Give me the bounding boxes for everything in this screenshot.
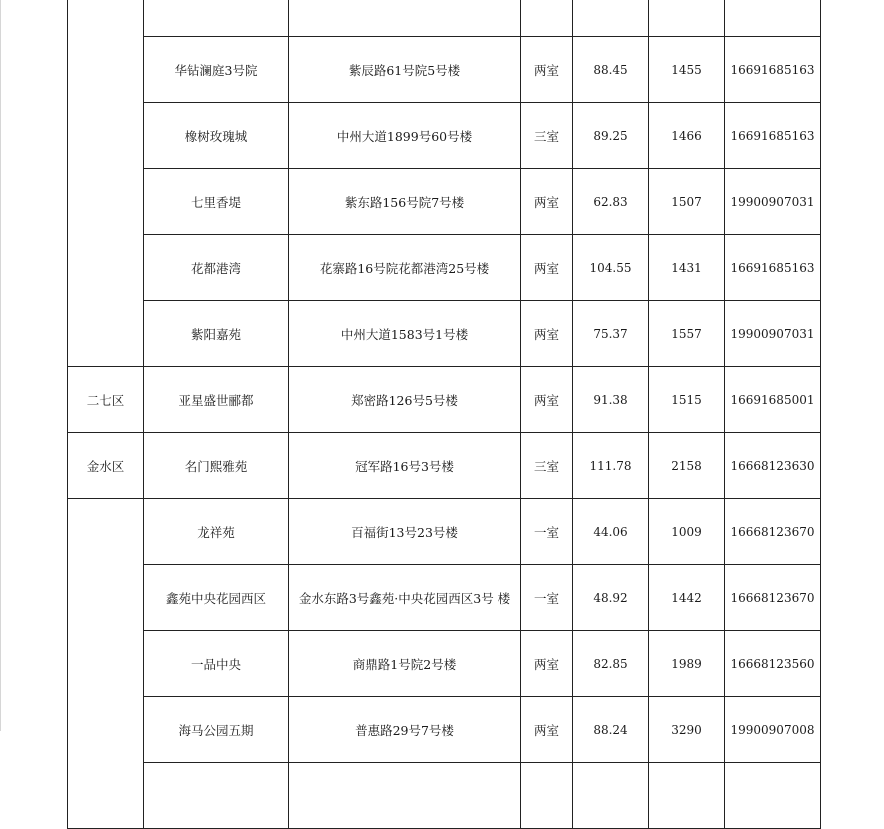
price-cell — [649, 0, 725, 37]
phone-cell: 19900907008 — [725, 697, 821, 763]
complex-name-cell: 名门熙雅苑 — [144, 433, 289, 499]
complex-name-cell: 紫阳嘉苑 — [144, 301, 289, 367]
phone-cell: 16668123630 — [725, 433, 821, 499]
phone-cell: 16691685001 — [725, 367, 821, 433]
address-cell: 百福街13号23号楼 — [289, 499, 521, 565]
page-edge — [0, 0, 1, 731]
district-cell: 金水区 — [68, 433, 144, 499]
table-row — [68, 499, 821, 565]
complex-name-cell: 橡树玫瑰城 — [144, 103, 289, 169]
area-cell: 75.37 — [573, 301, 649, 367]
complex-name-cell — [144, 0, 289, 37]
complex-name-cell: 一品中央 — [144, 631, 289, 697]
complex-name-cell: 华钻澜庭3号院 — [144, 37, 289, 103]
table-row — [68, 697, 821, 763]
phone-cell: 16668123560 — [725, 631, 821, 697]
area-cell: 111.78 — [573, 433, 649, 499]
layout-cell: 两室 — [521, 367, 573, 433]
complex-name-cell: 鑫苑中央花园西区 — [144, 565, 289, 631]
layout-cell — [521, 0, 573, 37]
layout-cell: 两室 — [521, 235, 573, 301]
layout-cell: 两室 — [521, 697, 573, 763]
table-row — [68, 103, 821, 169]
table-row — [68, 301, 821, 367]
address-cell: 金水东路3号鑫苑·中央花园西区3号 楼 — [289, 565, 521, 631]
area-cell: 82.85 — [573, 631, 649, 697]
address-cell: 中州大道1583号1号楼 — [289, 301, 521, 367]
complex-name-cell: 龙祥苑 — [144, 499, 289, 565]
address-cell: 紫东路156号院7号楼 — [289, 169, 521, 235]
area-cell: 62.83 — [573, 169, 649, 235]
area-cell: 88.45 — [573, 37, 649, 103]
listing-table — [67, 0, 821, 829]
address-cell — [289, 763, 521, 829]
complex-name-cell: 花都港湾 — [144, 235, 289, 301]
layout-cell: 两室 — [521, 301, 573, 367]
address-cell: 中州大道1899号60号楼 — [289, 103, 521, 169]
price-cell: 1455 — [649, 37, 725, 103]
price-cell: 1989 — [649, 631, 725, 697]
price-cell: 3290 — [649, 697, 725, 763]
table-row — [68, 169, 821, 235]
area-cell: 91.38 — [573, 367, 649, 433]
phone-cell: 16691685163 — [725, 103, 821, 169]
table-row — [68, 433, 821, 499]
address-cell: 冠军路16号3号楼 — [289, 433, 521, 499]
district-cell — [68, 499, 144, 829]
price-cell: 1466 — [649, 103, 725, 169]
district-cell — [68, 0, 144, 367]
price-cell: 2158 — [649, 433, 725, 499]
table-body — [68, 0, 821, 829]
complex-name-cell: 七里香堤 — [144, 169, 289, 235]
district-cell: 二七区 — [68, 367, 144, 433]
layout-cell: 两室 — [521, 37, 573, 103]
table-row — [68, 367, 821, 433]
table-row — [68, 37, 821, 103]
area-cell: 48.92 — [573, 565, 649, 631]
layout-cell: 两室 — [521, 631, 573, 697]
address-cell: 郑密路126号5号楼 — [289, 367, 521, 433]
phone-cell: 16668123670 — [725, 565, 821, 631]
address-cell: 普惠路29号7号楼 — [289, 697, 521, 763]
price-cell: 1557 — [649, 301, 725, 367]
complex-name-cell: 海马公园五期 — [144, 697, 289, 763]
area-cell — [573, 763, 649, 829]
address-cell: 商鼎路1号院2号楼 — [289, 631, 521, 697]
layout-cell: 三室 — [521, 103, 573, 169]
area-cell: 44.06 — [573, 499, 649, 565]
phone-cell — [725, 763, 821, 829]
address-cell: 紫辰路61号院5号楼 — [289, 37, 521, 103]
table-row — [68, 565, 821, 631]
price-cell: 1515 — [649, 367, 725, 433]
phone-cell: 16668123670 — [725, 499, 821, 565]
price-cell — [649, 763, 725, 829]
address-cell — [289, 0, 521, 37]
layout-cell — [521, 763, 573, 829]
price-cell: 1507 — [649, 169, 725, 235]
area-cell — [573, 0, 649, 37]
table-row — [68, 235, 821, 301]
layout-cell: 三室 — [521, 433, 573, 499]
phone-cell: 19900907031 — [725, 301, 821, 367]
table-row — [68, 0, 821, 37]
price-cell: 1009 — [649, 499, 725, 565]
price-cell: 1431 — [649, 235, 725, 301]
address-cell: 花寨路16号院花都港湾25号楼 — [289, 235, 521, 301]
layout-cell: 一室 — [521, 499, 573, 565]
area-cell: 104.55 — [573, 235, 649, 301]
phone-cell: 16691685163 — [725, 235, 821, 301]
phone-cell — [725, 0, 821, 37]
layout-cell: 两室 — [521, 169, 573, 235]
complex-name-cell: 亚星盛世郦都 — [144, 367, 289, 433]
area-cell: 89.25 — [573, 103, 649, 169]
table-row — [68, 631, 821, 697]
layout-cell: 一室 — [521, 565, 573, 631]
phone-cell: 16691685163 — [725, 37, 821, 103]
price-cell: 1442 — [649, 565, 725, 631]
area-cell: 88.24 — [573, 697, 649, 763]
table-row — [68, 763, 821, 829]
phone-cell: 19900907031 — [725, 169, 821, 235]
complex-name-cell — [144, 763, 289, 829]
